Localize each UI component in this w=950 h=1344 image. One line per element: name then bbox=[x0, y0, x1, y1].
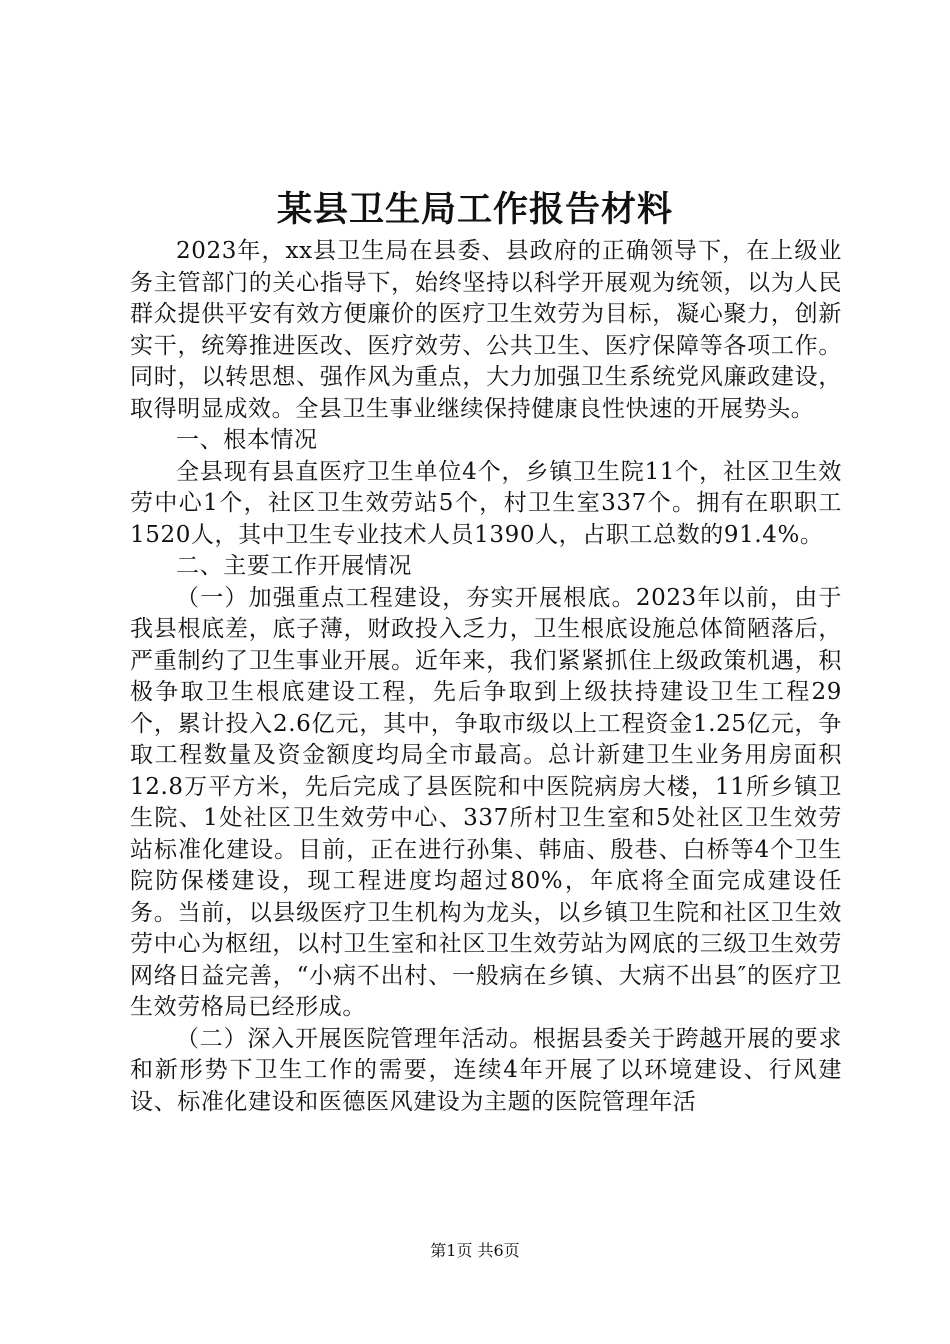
document-title: 某县卫生局工作报告材料 bbox=[276, 189, 673, 230]
page-number-footer: 第1页 共6页 bbox=[430, 1241, 520, 1260]
paragraph-intro: 2023年，xx县卫生局在县委、县政府的正确领导下，在上级业务主管部门的关心指导下，始终坚持以科学开展观为统领，以为人民群众提供平安有效方便廉价的医疗卫生效劳为目标，凝心聚力，创新实干，统筹推进医改、医疗效劳、公共卫生、医疗保障等各项工作。同时，以转思想、强作风为重点，大力加强卫生系统党风廉政建设，取得明显成效。全县卫生事业继续保持健康良性快速的开展势头。 bbox=[130, 238, 842, 422]
paragraph-basic-situation: 全县现有县直医疗卫生单位4个，乡镇卫生院11个，社区卫生效劳中心1个，社区卫生效劳站5个，村卫生室337个。拥有在职职工1520人，其中卫生专业技术人员1390人，占职工总数的91.4%。 bbox=[130, 458, 842, 548]
document-body bbox=[130, 236, 842, 1118]
section-heading-basic-situation: 一、根本情况 bbox=[176, 427, 318, 453]
paragraph-hospital-management: （二）深入开展医院管理年活动。根据县委关于跨越开展的要求和新形势下卫生工作的需要，连续4年开展了以环境建设、行风建设、标准化建设和医德医风建设为主题的医院管理年活 bbox=[130, 1025, 842, 1115]
paragraph-key-projects: （一）加强重点工程建设，夯实开展根底。2023年以前，由于我县根底差，底子薄，财政投入乏力，卫生根底设施总体简陋落后，严重制约了卫生事业开展。近年来，我们紧紧抓住上级政策机遇，积极争取卫生根底建设工程，先后争取到上级扶持建设卫生工程29个，累计投入2.6亿元，其中，争取市级以上工程资金1.25亿元，争取工程数量及资金额度均局全市最高。总计新建卫生业务用房面积12.8万平方米，先后完成了县医院和中医院病房大楼，11所乡镇卫生院、1处社区卫生效劳中心、337所村卫生室和5处社区卫生效劳站标准化建设。目前，正在进行孙集、韩庙、殷巷、白桥等4个卫生院防保楼建设，现工程进度均超过80%，年底将全面完成建设任务。当前，以县级医疗卫生机构为龙头，以乡镇卫生院和社区卫生效劳中心为枢纽，以村卫生室和社区卫生效劳站为网底的三级卫生效劳网络日益完善，“小病不出村、一般病在乡镇、大病不出县″的医疗卫生效劳格局已经形成。 bbox=[130, 584, 842, 1020]
section-heading-main-work: 二、主要工作开展情况 bbox=[176, 553, 412, 579]
